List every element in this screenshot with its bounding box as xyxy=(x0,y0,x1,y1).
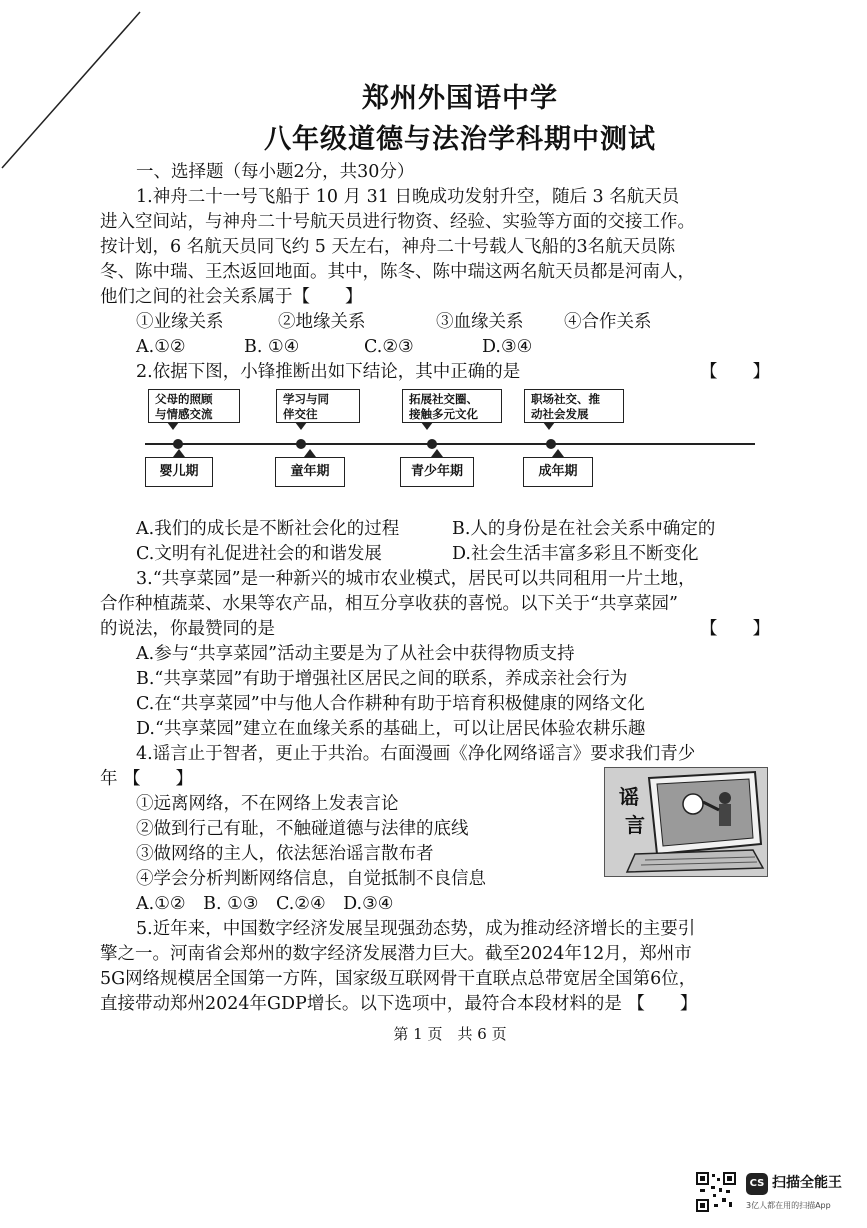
stage-adulthood: 成年期 xyxy=(523,457,593,487)
q1-line: 进入空间站，与神舟二十号航天员进行物资、经验、实验等方面的交接工作。 xyxy=(100,212,695,232)
timeline-bubble-adolescence xyxy=(402,389,502,423)
q3-option: C.在“共享菜园”中与他人合作耕种有助于培育积极健康的网络文化 xyxy=(136,694,645,714)
q2-stem xyxy=(100,360,770,385)
q5-line: 5G网络规模居全国第一方阵，国家级互联网骨干直联点总带宽居全国第6位， xyxy=(100,969,697,989)
school-title: 郑州外国语中学 xyxy=(362,83,558,114)
q5-line: 直接带动郑州2024年GDP增长。以下选项中，最符合本段材料的是 【 】 xyxy=(100,994,698,1014)
cartoon-text: 言 xyxy=(625,813,645,837)
q2-answer-bracket: 【 】 xyxy=(700,362,770,382)
q1-line: 按计划，6 名航天员同飞约 5 天左右，神舟二十号载人飞船的3名航天员陈 xyxy=(100,237,676,257)
q2-option: D.社会生活丰富多彩且不断变化 xyxy=(452,544,699,564)
timeline-axis xyxy=(145,443,755,445)
timeline-bubble-childhood xyxy=(276,389,360,423)
camscanner-logo-icon: CS xyxy=(746,1173,768,1195)
q4-item: ②做到行己有耻，不触碰道德与法律的底线 xyxy=(136,819,469,839)
timeline-bubble-adulthood xyxy=(524,389,624,423)
q1-option: D.③④ xyxy=(482,337,533,357)
qr-code-icon xyxy=(696,1172,736,1212)
q2-option: B.人的身份是在社会关系中确定的 xyxy=(452,519,716,539)
q1-item: ④合作关系 xyxy=(564,312,652,332)
q3-option: A.参与“共享菜园”活动主要是为了从社会中获得物质支持 xyxy=(136,644,575,664)
page-number: 第 1 页 共 6 页 xyxy=(393,1025,507,1043)
bubble-text: 动社会发展 xyxy=(531,407,589,421)
q1-option: A.①② xyxy=(136,337,186,357)
cartoon-text: 谣 xyxy=(619,785,639,809)
q4-options: A.①② B. ①③ C.②④ D.③④ xyxy=(136,894,394,914)
q4-item: ①远离网络，不在网络上发表言论 xyxy=(136,794,399,814)
scanner-app-name: 扫描全能王 xyxy=(772,1175,842,1191)
q3-option: B.“共享菜园”有助于增强社区居民之间的联系，养成亲社会行为 xyxy=(136,669,628,689)
timeline-dot xyxy=(546,439,556,449)
rumor-cartoon-image xyxy=(604,767,768,877)
bubble-text: 职场社交、推 xyxy=(531,392,600,406)
stage-childhood: 童年期 xyxy=(275,457,345,487)
q3-answer-bracket: 【 】 xyxy=(700,619,770,639)
q3-line xyxy=(100,617,770,642)
q1-line: 1.神舟二十一号飞船于 10 月 31 日晚成功发射升空，随后 3 名航天员 xyxy=(136,187,680,207)
question-body xyxy=(100,160,770,1017)
q5-line: 5.近年来，中国数字经济发展呈现强劲态势，成为推动经济增长的主要引 xyxy=(136,919,696,939)
scanner-app-tagline: 3亿人都在用的扫描App xyxy=(746,1201,831,1210)
timeline-dot xyxy=(173,439,183,449)
q2-option: C.文明有礼促进社会的和谐发展 xyxy=(136,544,382,564)
q2-option: A.我们的成长是不断社会化的过程 xyxy=(136,519,400,539)
q1-items xyxy=(100,310,770,335)
q3-line: 3.“共享菜园”是一种新兴的城市农业模式，居民可以共同租用一片土地， xyxy=(136,569,696,589)
bubble-text: 拓展社交圈、 xyxy=(409,392,478,406)
timeline-dot xyxy=(296,439,306,449)
q1-options xyxy=(100,335,770,360)
q5-line: 擎之一。河南省会郑州的数字经济发展潜力巨大。截至2024年12月，郑州市 xyxy=(100,944,692,964)
section-heading: 一、选择题（每小题2分，共30分） xyxy=(136,162,415,182)
q1-option: C.②③ xyxy=(364,337,414,357)
timeline-bubble-infancy xyxy=(148,389,240,423)
growth-timeline-diagram xyxy=(100,387,770,517)
q4-item: ③做网络的主人，依法惩治谣言散布者 xyxy=(136,844,434,864)
stage-adolescence: 青少年期 xyxy=(400,457,474,487)
q1-item: ②地缘关系 xyxy=(278,312,366,332)
q1-line: 他们之间的社会关系属于【 】 xyxy=(100,287,363,307)
q2-stem-text: 2.依据下图，小锋推断出如下结论，其中正确的是 xyxy=(136,362,521,382)
bubble-text: 学习与同 xyxy=(283,392,329,406)
timeline-dot xyxy=(427,439,437,449)
q4-line: 4.谣言止于智者，更止于共治。右面漫画《净化网络谣言》要求我们青少 xyxy=(136,744,696,764)
q1-option: B. ①④ xyxy=(244,337,300,357)
bubble-text: 父母的照顾 xyxy=(155,392,213,406)
q3-option: D.“共享菜园”建立在血缘关系的基础上，可以让居民体验农耕乐趣 xyxy=(136,719,646,739)
q2-options-row xyxy=(100,542,770,567)
stage-infancy: 婴儿期 xyxy=(145,457,213,487)
bubble-text: 与情感交流 xyxy=(155,407,213,421)
exam-title: 八年级道德与法治学科期中测试 xyxy=(264,124,656,155)
q1-item: ③血缘关系 xyxy=(436,312,524,332)
q1-line: 冬、陈中瑞、王杰返回地面。其中，陈冬、陈中瑞这两名航天员都是河南人， xyxy=(100,262,695,282)
bubble-text: 伴交往 xyxy=(283,407,318,421)
q2-options-row xyxy=(100,517,770,542)
bubble-text: 接触多元文化 xyxy=(409,407,478,421)
q1-item: ①业缘关系 xyxy=(136,312,224,332)
q3-line: 合作种植蔬菜、水果等农产品，相互分享收获的喜悦。以下关于“共享菜园” xyxy=(100,594,678,614)
q4-line: 年 【 】 xyxy=(100,769,194,789)
q4-item: ④学会分析判断网络信息，自觉抵制不良信息 xyxy=(136,869,486,889)
q3-line-text: 的说法，你最赞同的是 xyxy=(100,619,275,639)
